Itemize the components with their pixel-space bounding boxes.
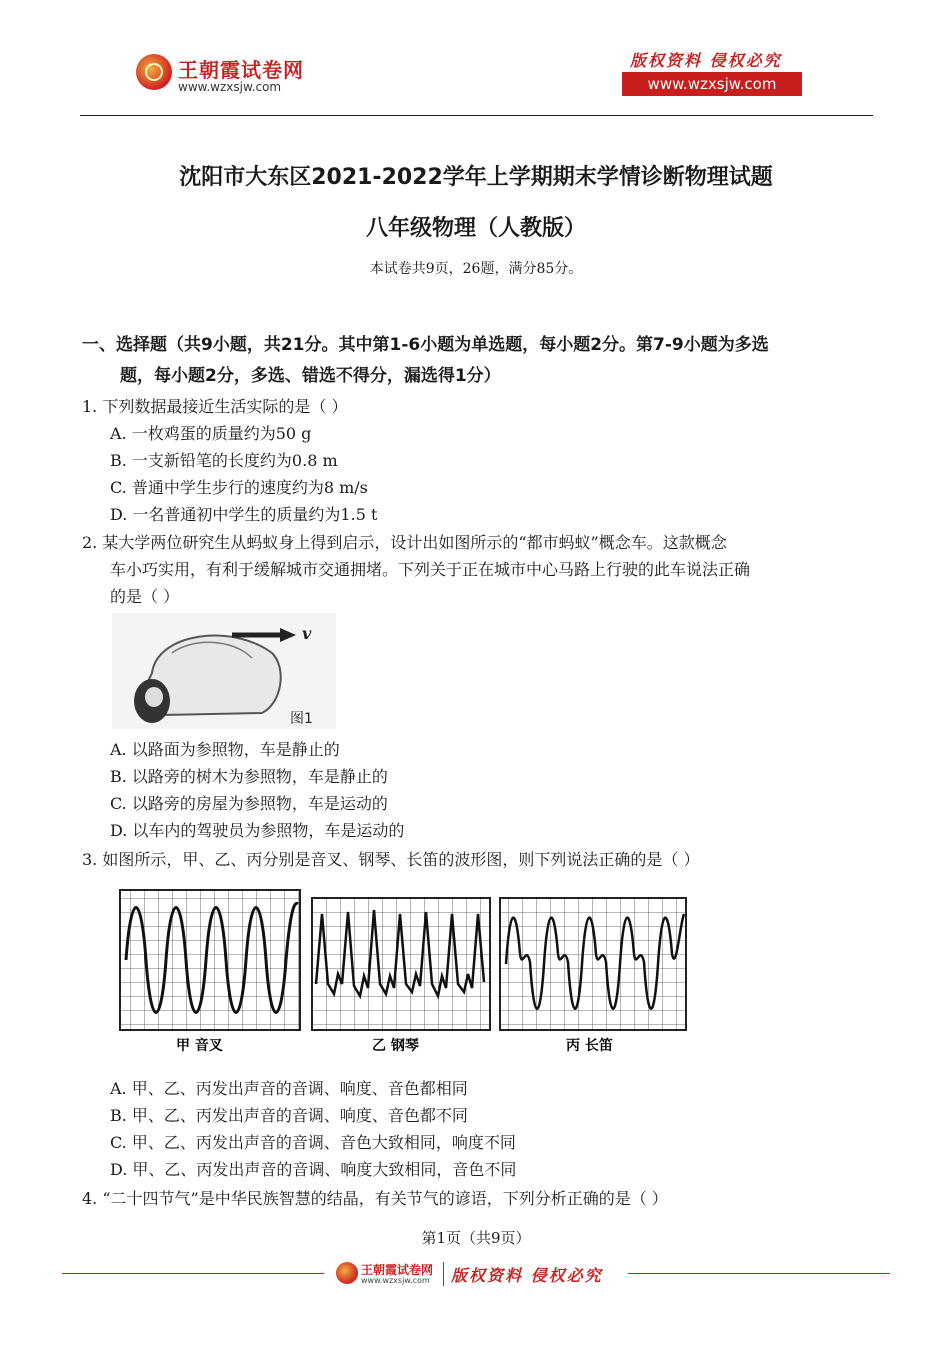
question-1-option-b: B. 一支新铅笔的长度约为0.8 m xyxy=(110,451,338,470)
section-heading xyxy=(82,330,872,392)
question-4-stem: 4. “二十四节气”是中华民族智慧的结晶，有关节气的谚语，下列分析正确的是（ ） xyxy=(82,1189,668,1208)
footer-copyright: 版权资料 侵权必究 xyxy=(451,1266,603,1285)
waveform-label-tuning-fork: 甲 音叉 xyxy=(176,1038,223,1054)
logo-url: www.wzxsjw.com xyxy=(178,80,282,94)
waveform-panel-flute xyxy=(500,898,686,1054)
question-2-stem-line1: 2. 某大学两位研究生从蚂蚁身上得到启示，设计出如图所示的“都市蚂蚁”概念车。这款概念 xyxy=(82,533,727,552)
page-title: 沈阳市大东区2021-2022学年上学期期末学情诊断物理试题 xyxy=(179,165,773,190)
question-3-option-a: A. 甲、乙、丙发出声音的音调、响度、音色都相同 xyxy=(110,1079,468,1098)
question-3-option-d: D. 甲、乙、丙发出声音的音调、响度大致相同，音色不同 xyxy=(110,1160,517,1179)
question-1-option-c: C. 普通中学生步行的速度约为8 m/s xyxy=(110,478,368,497)
logo-name: 王朝霞试卷网 xyxy=(178,58,304,82)
question-3-option-c: C. 甲、乙、丙发出声音的音调、音色大致相同，响度不同 xyxy=(110,1133,516,1152)
question-2-option-d: D. 以车内的驾驶员为参照物，车是运动的 xyxy=(110,821,405,840)
question-1-option-d: D. 一名普通初中学生的质量约为1.5 t xyxy=(110,505,378,524)
footer-divider-right xyxy=(628,1273,890,1274)
question-1-option-a: A. 一枚鸡蛋的质量约为50 g xyxy=(110,424,312,443)
waveform-label-flute: 丙 长笛 xyxy=(566,1038,613,1054)
question-2-stem-line2: 车小巧实用，有利于缓解城市交通拥堵。下列关于正在城市中心马路上行驶的此车说法正确 xyxy=(110,560,751,579)
waveform-panel-tuning-fork xyxy=(120,890,300,1054)
footer-separator xyxy=(443,1262,444,1286)
question-2-stem-line3: 的是（ ） xyxy=(110,587,180,606)
question-2-option-b: B. 以路旁的树木为参照物，车是静止的 xyxy=(110,767,388,786)
ant-car-figure xyxy=(112,613,336,729)
footer-logo-name: 王朝霞试卷网 xyxy=(361,1263,434,1277)
exam-intro: 本试卷共9页，26题，满分85分。 xyxy=(369,261,583,277)
waveform-figure xyxy=(116,884,696,1064)
waveform-panel-piano xyxy=(312,898,490,1054)
page-subtitle: 八年级物理（人教版） xyxy=(365,216,586,241)
site-logo xyxy=(136,52,336,100)
site-url-banner: www.wzxsjw.com xyxy=(622,72,802,96)
waveform-label-piano: 乙 钢琴 xyxy=(372,1038,419,1054)
section-heading-line1: 一、选择题（共9小题，共21分。其中第1-6小题为单选题，每小题2分。第7-9小题为多选 xyxy=(82,335,769,355)
page-number: 第1页（共9页） xyxy=(421,1229,531,1247)
footer-logo-url: www.wzxsjw.com xyxy=(361,1276,430,1285)
footer-divider-left xyxy=(62,1273,324,1274)
question-2-option-c: C. 以路旁的房屋为参照物，车是运动的 xyxy=(110,794,388,813)
question-1-stem: 1. 下列数据最接近生活实际的是（ ） xyxy=(82,397,348,416)
figure-1-label: 图1 xyxy=(290,711,313,727)
copyright-notice: 版权资料 侵权必究 xyxy=(630,51,782,70)
header-divider xyxy=(80,115,873,116)
footer-logo-seal-icon xyxy=(336,1262,358,1284)
question-3-stem: 3. 如图所示，甲、乙、丙分别是音叉、钢琴、长笛的波形图，则下列说法正确的是（ ） xyxy=(82,850,700,869)
svg-text:v: v xyxy=(302,624,312,643)
question-2-option-a: A. 以路面为参照物，车是静止的 xyxy=(110,740,340,759)
logo-seal-icon xyxy=(136,54,172,90)
section-heading-line2: 题，每小题2分，多选、错选不得分，漏选得1分） xyxy=(120,366,501,386)
question-3-option-b: B. 甲、乙、丙发出声音的音调、响度、音色都不同 xyxy=(110,1106,468,1125)
